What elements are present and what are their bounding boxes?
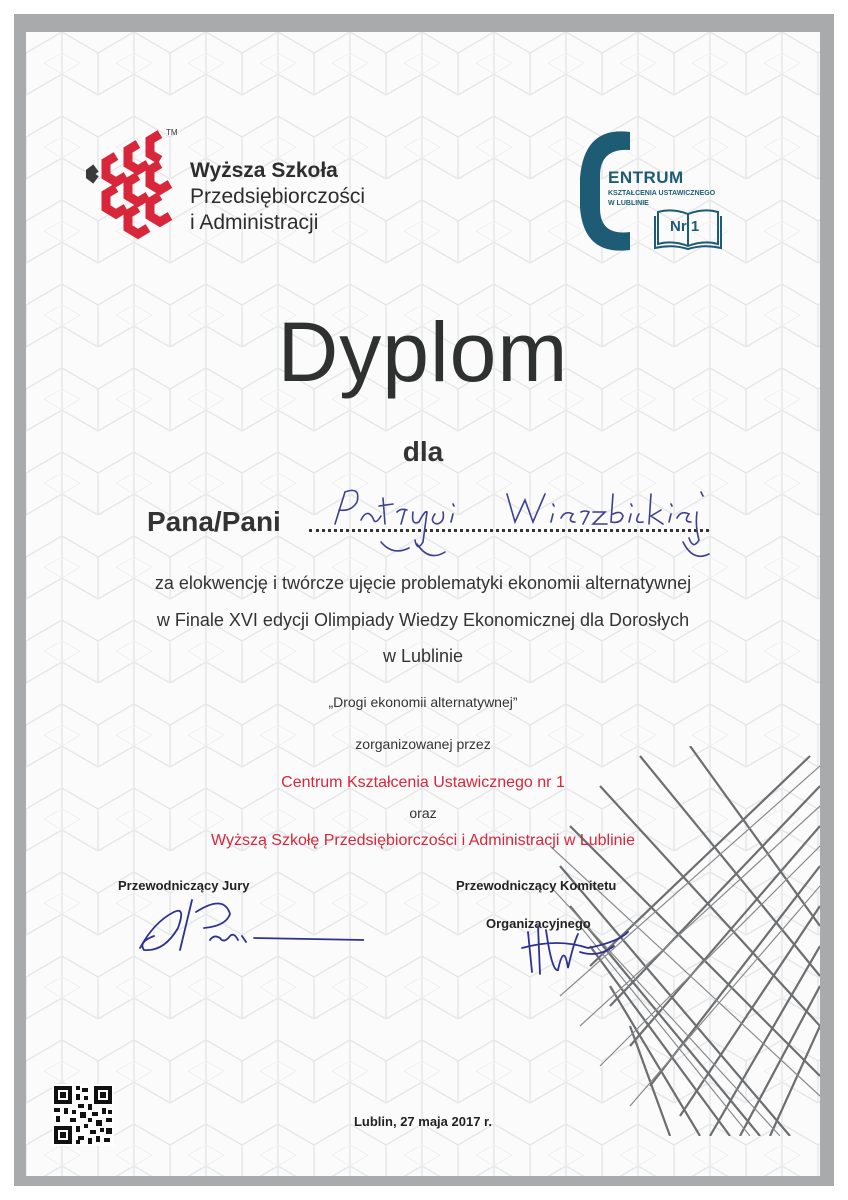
ckz-subtitle-line2: W LUBLINIE (608, 200, 649, 207)
recipient-handwritten-name (321, 482, 741, 572)
committee-chair-signature (518, 912, 658, 982)
committee-chair-label-line2: Organizacyjnego (486, 916, 591, 931)
wsp-emblem-icon (86, 128, 182, 240)
committee-chair-label-line1: Przewodniczący Komitetu (456, 878, 617, 893)
jury-chair-signature (134, 892, 364, 962)
ckz-number: Nr 1 (670, 218, 700, 235)
ckz-logo (574, 128, 750, 258)
wsp-name-line2: Przedsiębiorczości (190, 185, 366, 208)
olympiad-theme: „Drogi ekonomii alternatywnej” (328, 694, 518, 710)
diploma-sheet (26, 32, 820, 1176)
diploma-title: Dyplom (277, 305, 569, 399)
reason-line1: za elokwencję i twórcze ujęcie problematyki ekonomii alternatywnej (154, 573, 692, 593)
jury-chair-label: Przewodniczący Jury (118, 878, 250, 893)
trademark-mark: TM (166, 128, 178, 137)
wsp-name-line1: Wyższa Szkoła (190, 159, 338, 182)
reason-line2: w Finale XVI edycji Olimpiady Wiedzy Ekonomicznej dla Dorosłych (156, 610, 690, 630)
organizer-ckz: Centrum Kształcenia Ustawicznego nr 1 (281, 774, 565, 791)
ckz-title: ENTRUM (608, 168, 684, 187)
recipient-prefix: Pana/Pani (147, 506, 281, 537)
and-label: oraz (409, 805, 437, 821)
reason-line3: w Lublinie (382, 646, 464, 666)
wsp-logo (86, 128, 406, 243)
wsp-name (190, 158, 365, 236)
ckz-subtitle-line1: KSZTAŁCENIA USTAWICZNEGO (608, 190, 716, 197)
organizer-wspa: Wyższą Szkołę Przedsiębiorczości i Administracji w Lublinie (210, 832, 635, 849)
organized-by-label: zorganizowanej przez (355, 736, 491, 752)
issue-date: Lublin, 27 maja 2017 r. (353, 1114, 492, 1129)
wsp-name-line3: i Administracji (190, 211, 319, 234)
diploma-for-label: dla (402, 436, 444, 467)
